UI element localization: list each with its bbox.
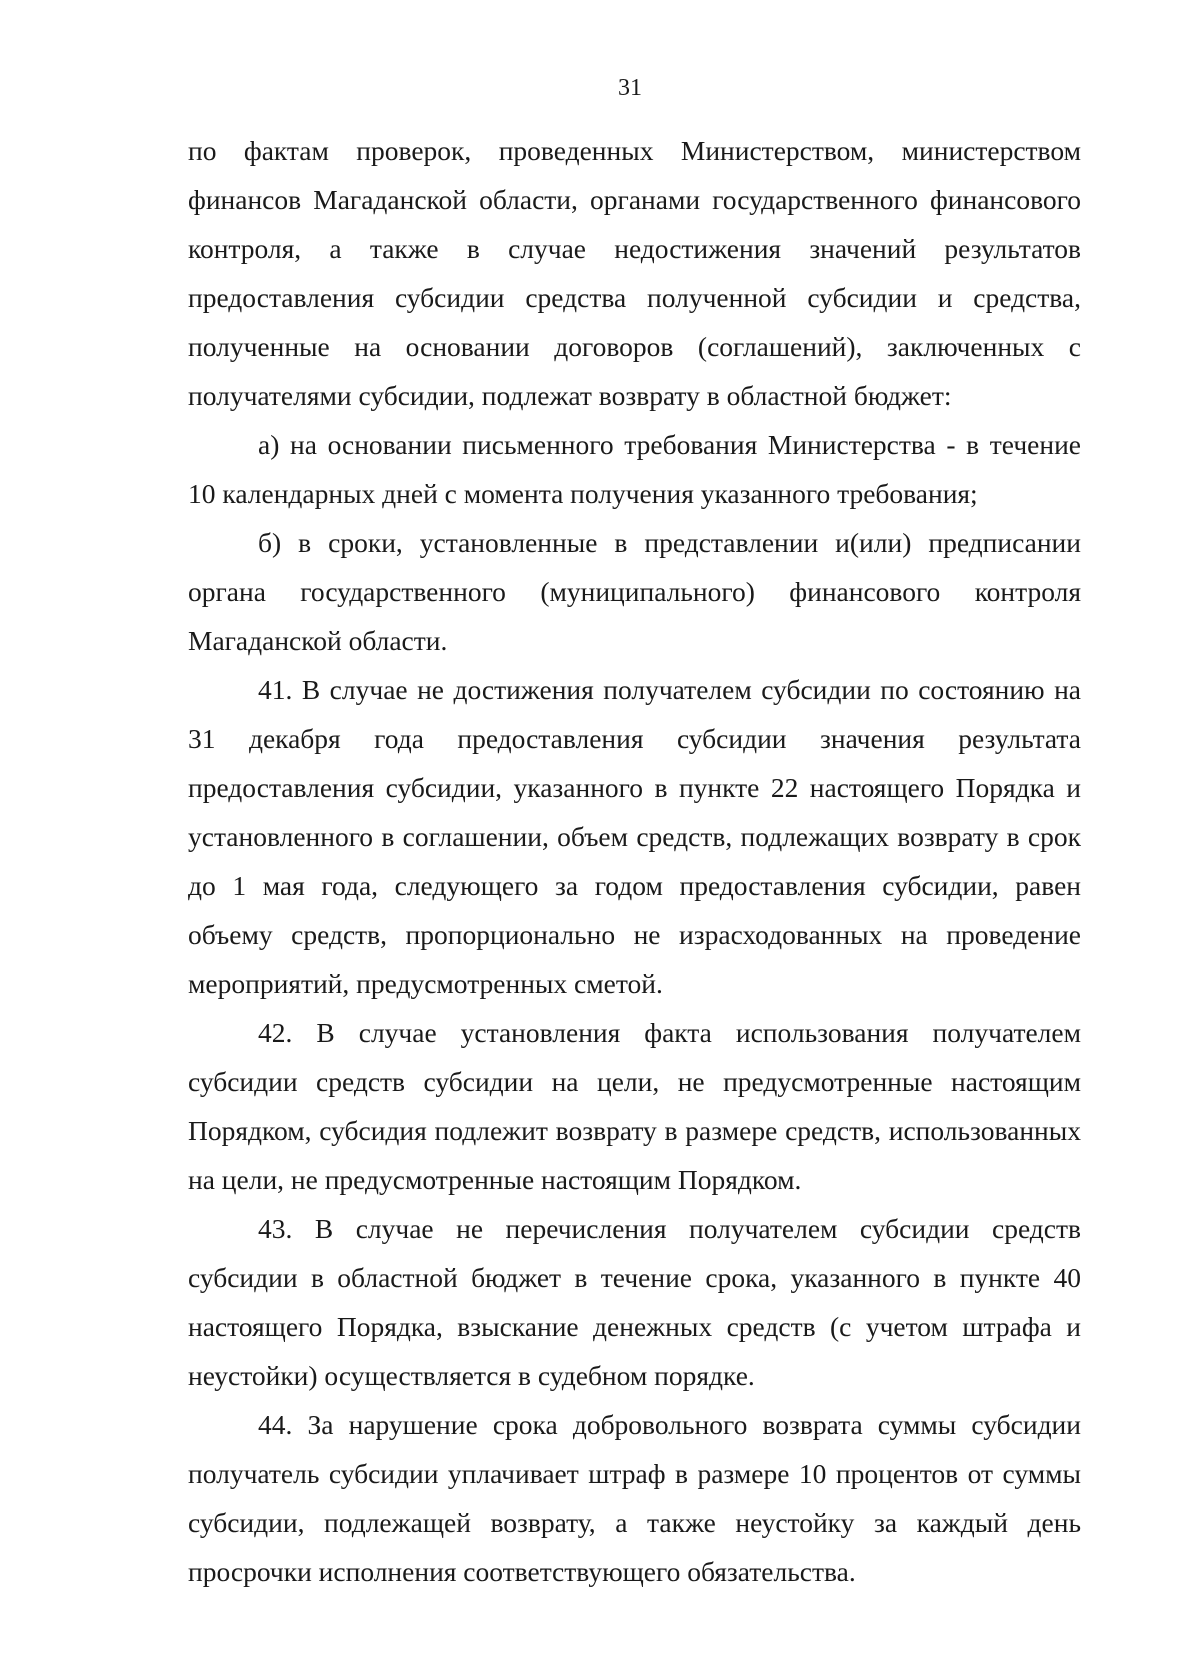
paragraph-continuation: по фактам проверок, проведенных Министерством, министерством финансов Магаданской области, органами государственного финансового контроля, а также в случае недостижения значений результатов предоставления субсидии средства полученной субсидии и средства, полученные на основании договоров (соглашений), заключенных с получателями субсидии, подлежат возврату в областной бюджет: [188,135,1081,411]
document-body [188,126,1081,1596]
paragraph-41: 41. В случае не достижения получателем субсидии по состоянию на 31 декабря года предоставления субсидии значения результата предоставления субсидии, указанного в пункте 22 настоящего Порядка и установленного в соглашении, объем средств, подлежащих возврату в срок до 1 мая года, следующего за годом предоставления субсидии, равен объему средств, пропорционально не израсходованных на проведение мероприятий, предусмотренных сметой. [188,674,1081,999]
paragraph-42: 42. В случае установления факта использования получателем субсидии средств субсидии на цели, не предусмотренные настоящим Порядком, субсидия подлежит возврату в размере средств, использованных на цели, не предусмотренные настоящим Порядком. [188,1017,1081,1195]
paragraph-item-a: а) на основании письменного требования Министерства - в течение 10 календарных дней с момента получения указанного требования; [188,429,1081,509]
paragraph-43: 43. В случае не перечисления получателем субсидии средств субсидии в областной бюджет в течение срока, указанного в пункте 40 настоящего Порядка, взыскание денежных средств (с учетом штрафа и неустойки) осуществляется в судебном порядке. [188,1213,1081,1391]
page-number: 31 [618,75,642,101]
paragraph-44: 44. За нарушение срока добровольного возврата суммы субсидии получатель субсидии уплачивает штраф в размере 10 процентов от суммы субсидии, подлежащей возврату, а также неустойку за каждый день просрочки исполнения соответствующего обязательства. [188,1409,1081,1587]
paragraph-item-b: б) в сроки, установленные в представлении и(или) предписании органа государственного (муниципального) финансового контроля Магаданской области. [188,527,1081,656]
